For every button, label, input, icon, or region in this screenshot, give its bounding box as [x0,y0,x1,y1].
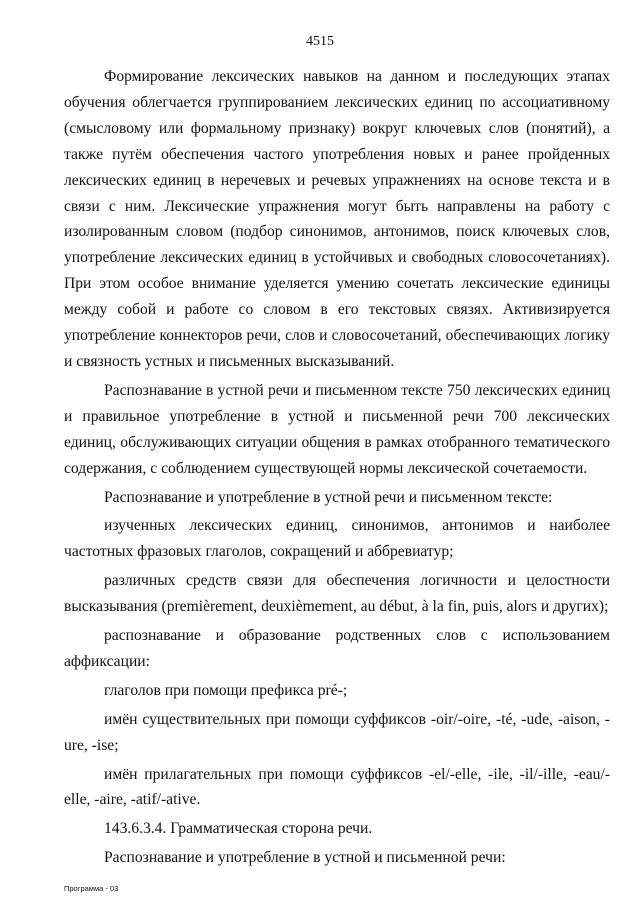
list-item-adjectives-suffixes: имён прилагательных при помощи суффиксов -el/-elle, -ile, -il/-ille, -eau/-elle, -aire, -atif/-ative. [64,765,610,809]
paragraph-recognition-usage: Распознавание и употребление в устной речи и письменном тексте: [104,488,553,506]
list-item-lexical-units: изученных лексических единиц, синонимов, антонимов и наиболее частотных фразовых глаголов, сокращений и аббревиатур; [64,517,610,561]
list-item-affixation: распознавание и образование родственных слов с использованием аффиксации: [64,627,610,670]
page-number: 4515 [306,34,334,49]
footer-label: Программа - 03 [64,884,119,893]
list-item-nouns-suffixes: имён существительных при помощи суффиксов -oir/-oire, -té, -ude, -aison, -ure, -ise; [64,710,610,754]
paragraph-grammar-recognition: Распознавание и употребление в устной и письменной речи: [104,849,506,867]
paragraph-lexical-skills: Формирование лексических навыков на данном и последующих этапах обучения облегчается группированием лексических единиц по ассоциативному (смысловому или формальному признаку) вокруг ключевых слов (понятий), а также путём обеспечения частого употребления новых и ранее пройденных лексических единиц в неречевых и речевых упражнениях на основе текста и в связи с ним. Лексические упражнения могут быть направлены на работу с изолированным словом (подбор синонимов, антонимов, поиск ключевых слов, употребление лексических единиц в устойчивых и свободных словосочетаниях). При этом особое внимание уделяется умению сочетать лексические единицы между собой и работе со словом в его текстовых связях. Активизируется употребление коннекторов речи, слов и словосочетаний, обеспечивающих логику и связность устных и письменных высказываний. [64,68,610,370]
paragraph-recognition-750: Распознавание в устной речи и письменном тексте 750 лексических единиц и правильное употребление в устной и письменной речи 700 лексических единиц, обслуживающих ситуации общения в рамках отобранного тематического содержания, с соблюдением существующей нормы лексической сочетаемости. [64,381,610,477]
document-body [64,64,610,871]
section-heading-grammar: 143.6.3.4. Грамматическая сторона речи. [104,820,373,838]
list-item-connectors: различных средств связи для обеспечения логичности и целостности высказывания (premièrement, deuxièmement, au début, à la fin, puis, alors и других); [64,572,610,616]
list-item-verbs-prefix: глаголов при помощи префикса pré-; [104,681,348,699]
